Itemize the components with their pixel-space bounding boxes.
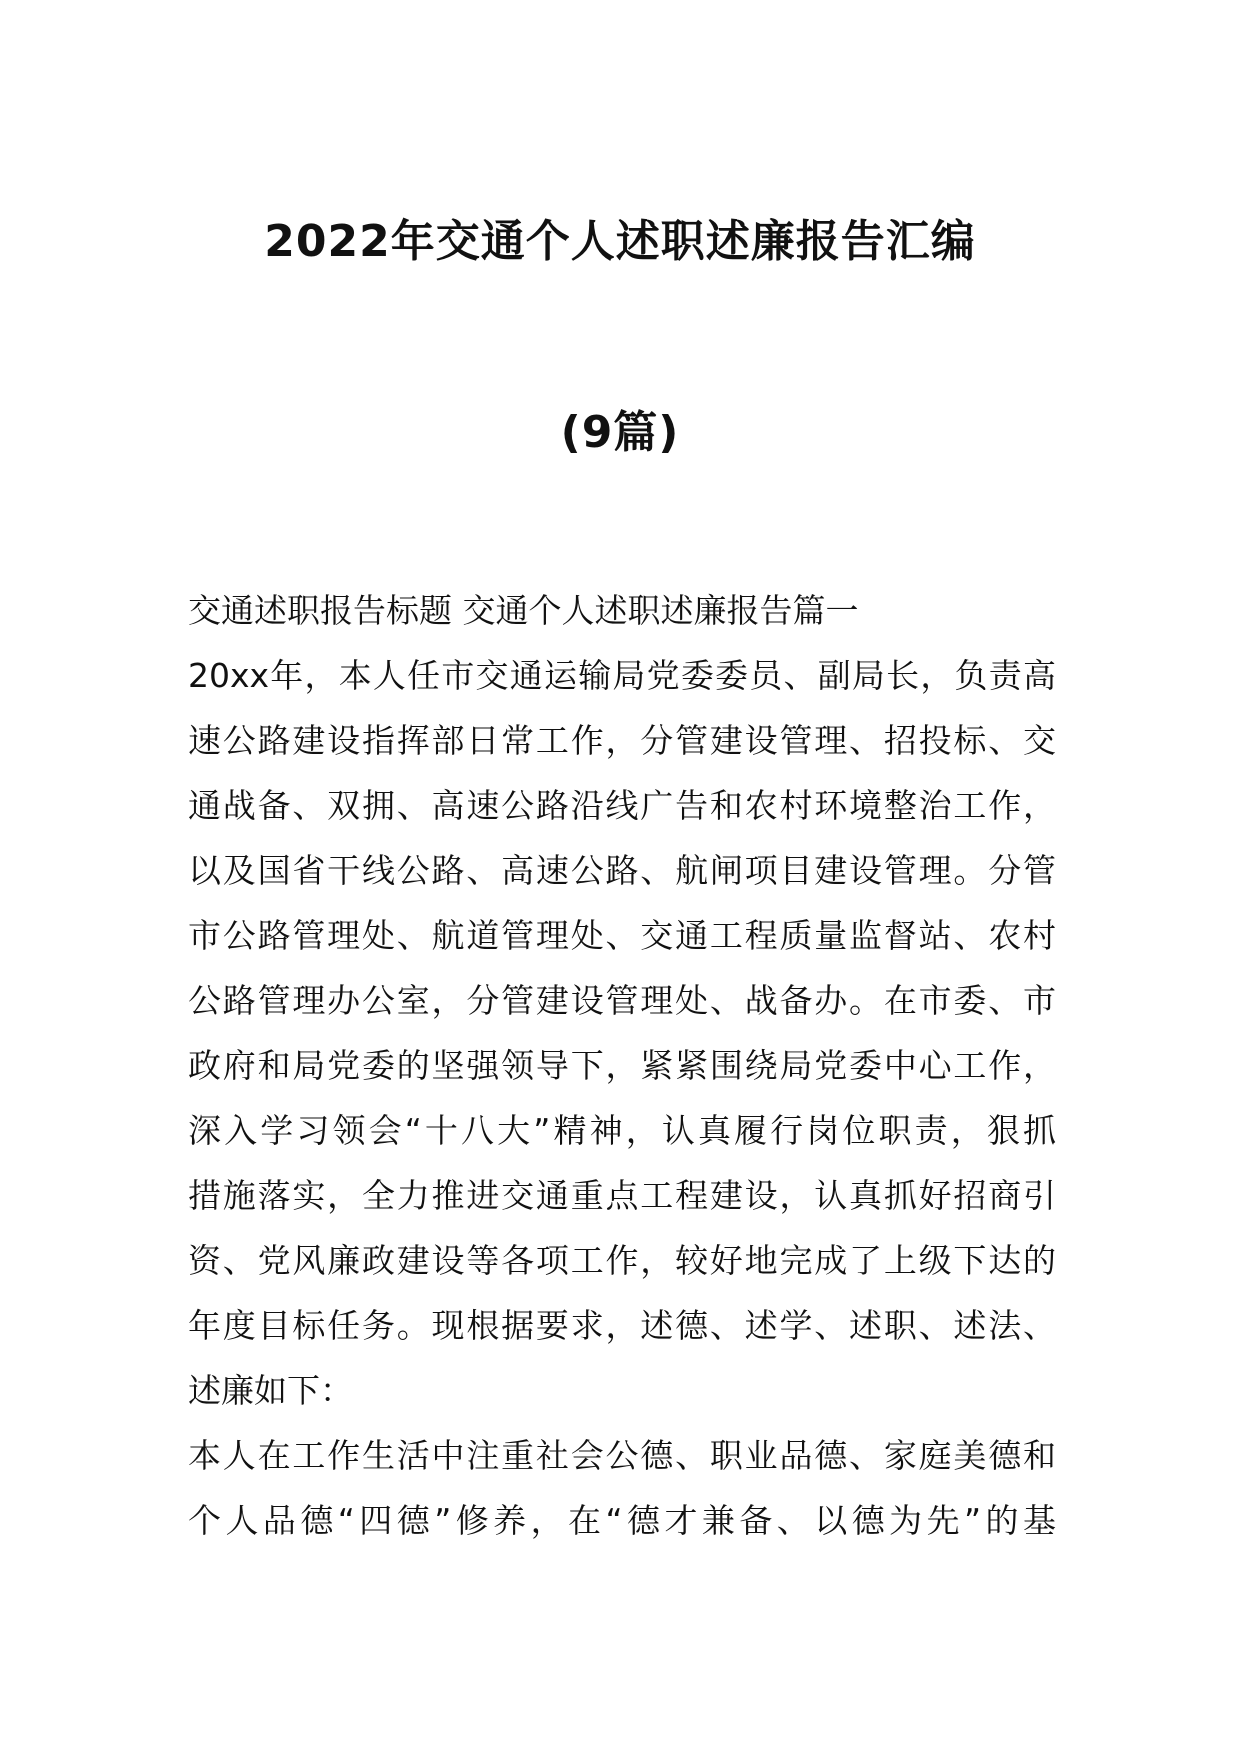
body-line: 措施落实，全力推进交通重点工程建设，认真抓好招商引 — [188, 1176, 1056, 1215]
body-line: 以及国省干线公路、高速公路、航闸项目建设管理。分管 — [188, 851, 1056, 890]
body-line: 通战备、双拥、高速公路沿线广告和农村环境整治工作， — [188, 786, 1056, 825]
body-line: 个人品德“四德”修养，在“德才兼备、以德为先”的基 — [188, 1501, 1056, 1540]
body-line: 深入学习领会“十八大”精神，认真履行岗位职责，狠抓 — [188, 1111, 1056, 1150]
document-title: 2022年交通个人述职述廉报告汇编 — [264, 216, 976, 267]
section-heading: 交通述职报告标题 交通个人述职述廉报告篇一 — [188, 591, 859, 630]
document-body — [188, 578, 1056, 1553]
body-line: 政府和局党委的坚强领导下，紧紧围绕局党委中心工作， — [188, 1046, 1056, 1085]
body-line: 资、党风廉政建设等各项工作，较好地完成了上级下达的 — [188, 1241, 1056, 1280]
body-line: 年度目标任务。现根据要求，述德、述学、述职、述法、 — [188, 1306, 1056, 1345]
body-line: 速公路建设指挥部日常工作，分管建设管理、招投标、交 — [188, 721, 1056, 760]
body-line: 本人在工作生活中注重社会公德、职业品德、家庭美德和 — [188, 1436, 1056, 1475]
body-line: 公路管理办公室，分管建设管理处、战备办。在市委、市 — [188, 981, 1056, 1020]
document-subtitle: (9篇) — [560, 407, 680, 458]
body-line: 述廉如下： — [188, 1371, 353, 1410]
body-line: 20xx年，本人任市交通运输局党委委员、副局长，负责高 — [188, 656, 1056, 695]
body-line: 市公路管理处、航道管理处、交通工程质量监督站、农村 — [188, 916, 1056, 955]
